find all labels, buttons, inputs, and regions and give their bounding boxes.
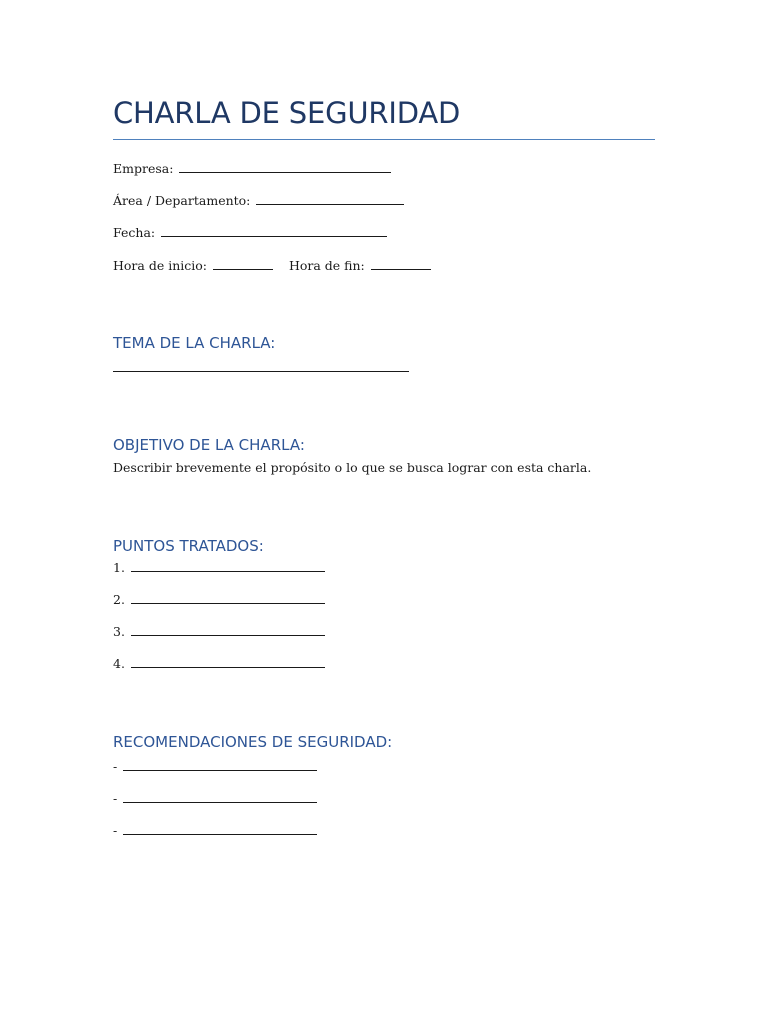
list-item <box>113 822 317 840</box>
recomendacion-blank[interactable] <box>123 822 317 835</box>
recomendacion-blank[interactable] <box>123 790 317 803</box>
title-divider <box>113 139 655 140</box>
hora-field <box>113 257 431 275</box>
puntos-number: 4. <box>113 656 125 671</box>
puntos-number: 1. <box>113 560 125 575</box>
objetivo-text: Describir brevemente el propósito o lo que se busca lograr con esta charla. <box>113 460 592 475</box>
hora-fin-label: Hora de fin: <box>288 258 365 273</box>
recomendacion-dash: - <box>113 759 118 774</box>
hora-inicio-label: Hora de inicio: <box>113 258 207 273</box>
puntos-blank[interactable] <box>131 591 325 604</box>
puntos-number: 3. <box>113 624 125 639</box>
empresa-label: Empresa: <box>113 161 174 176</box>
tema-blank[interactable] <box>113 359 409 372</box>
tema-field <box>113 359 409 377</box>
area-field <box>113 192 404 210</box>
fecha-blank[interactable] <box>161 224 387 237</box>
recomendacion-dash: - <box>113 791 118 806</box>
objetivo-heading: OBJETIVO DE LA CHARLA: <box>113 436 305 454</box>
empresa-blank[interactable] <box>179 160 391 173</box>
tema-heading: TEMA DE LA CHARLA: <box>113 334 276 352</box>
list-item <box>113 790 317 808</box>
recomendaciones-heading: RECOMENDACIONES DE SEGURIDAD: <box>113 733 393 751</box>
page-title: CHARLA DE SEGURIDAD <box>113 96 461 130</box>
puntos-blank[interactable] <box>131 623 325 636</box>
list-item <box>113 623 325 641</box>
hora-fin-blank[interactable] <box>371 257 431 270</box>
puntos-blank[interactable] <box>131 559 325 572</box>
list-item <box>113 591 325 609</box>
list-item <box>113 559 325 577</box>
recomendacion-dash: - <box>113 823 118 838</box>
fecha-field <box>113 224 387 242</box>
area-blank[interactable] <box>256 192 404 205</box>
area-label: Área / Departamento: <box>113 193 251 208</box>
puntos-blank[interactable] <box>131 655 325 668</box>
hora-inicio-blank[interactable] <box>213 257 273 270</box>
puntos-heading: PUNTOS TRATADOS: <box>113 537 264 555</box>
empresa-field <box>113 160 391 178</box>
list-item <box>113 758 317 776</box>
puntos-number: 2. <box>113 592 125 607</box>
recomendacion-blank[interactable] <box>123 758 317 771</box>
fecha-label: Fecha: <box>113 225 156 240</box>
list-item <box>113 655 325 673</box>
